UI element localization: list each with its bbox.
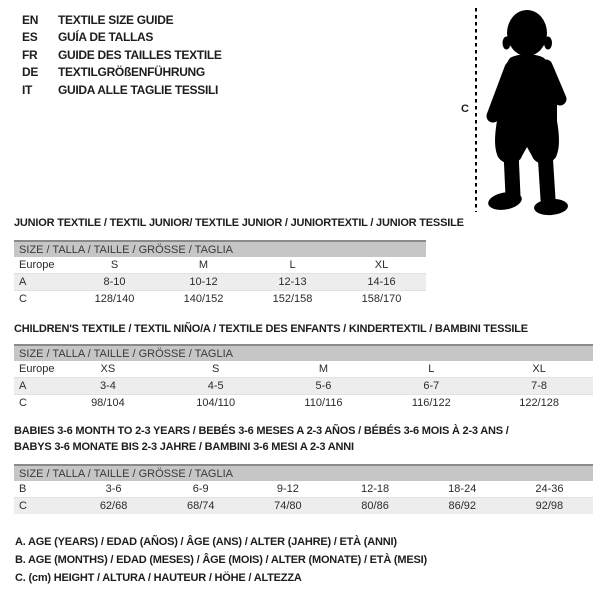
age-cell: 6-7 — [423, 380, 440, 392]
height-cell: 74/80 — [274, 500, 302, 512]
table-row — [14, 257, 426, 273]
height-cell: 128/140 — [94, 293, 135, 305]
children-size-table — [14, 344, 593, 411]
language-row-de — [22, 64, 222, 82]
note-height-cm: C. (cm) HEIGHT / ALTURA / HAUTEUR / HÖHE / ALTEZZA — [15, 572, 302, 584]
table-row — [14, 290, 426, 307]
age-cell: 8-10 — [103, 276, 126, 288]
note-age-months: B. AGE (MONTHS) / EDAD (MESES) / ÂGE (MOIS) / ALTER (MONATE) / ETÀ (MESI) — [15, 554, 427, 566]
row-label: Europe — [19, 259, 55, 271]
language-code: FR — [22, 47, 38, 62]
language-row-en — [22, 11, 222, 29]
babies-table-title-line1: BABIES 3-6 MONTH TO 2-3 YEARS / BEBÉS 3-6 MESES A 2-3 AÑOS / BÉBÉS 3-6 MOIS À 2-3 ANS / — [14, 425, 509, 437]
table-row — [14, 497, 593, 514]
age-cell: 12-18 — [361, 483, 390, 495]
height-cell: 110/116 — [304, 397, 343, 409]
size-header-bar: SIZE / TALLA / TAILLE / GRÖSSE / TAGLIA — [14, 240, 426, 257]
children-table-title: CHILDREN'S TEXTILE / TEXTIL NIÑO/A / TEXTILE DES ENFANTS / KINDERTEXTIL / BAMBINI TESSILE — [14, 323, 528, 335]
height-cell: 116/122 — [411, 397, 451, 409]
size-cell: M — [198, 259, 209, 271]
junior-table-title: JUNIOR TEXTILE / TEXTIL JUNIOR/ TEXTILE JUNIOR / JUNIORTEXTIL / JUNIOR TESSILE — [14, 217, 464, 229]
babies-size-table — [14, 464, 593, 514]
size-cell: XS — [100, 363, 116, 375]
language-code: DE — [22, 65, 39, 80]
row-label: C — [19, 500, 27, 512]
age-cell: 5-6 — [315, 380, 332, 392]
age-cell: 10-12 — [189, 276, 218, 288]
size-cell: XL — [532, 363, 546, 375]
height-cell: 68/74 — [186, 500, 215, 512]
age-cell: 9-12 — [276, 483, 299, 495]
height-measure-label: C — [461, 103, 469, 115]
size-cell: M — [318, 363, 329, 375]
age-cell: 3-6 — [105, 483, 122, 495]
babies-table-title-line2: BABYS 3-6 MONATE BIS 2-3 JAHRE / BAMBINI 3-6 MESI A 2-3 ANNI — [14, 441, 354, 453]
size-cell: S — [212, 363, 220, 375]
language-code: ES — [22, 30, 38, 45]
age-cell: 3-4 — [99, 380, 116, 392]
language-row-es — [22, 29, 222, 47]
age-cell: 14-16 — [367, 276, 396, 288]
size-cell: L — [289, 259, 296, 271]
row-label: C — [19, 397, 27, 409]
row-label: C — [19, 293, 27, 305]
age-cell: 7-8 — [531, 380, 548, 392]
table-row — [14, 481, 593, 497]
height-cell: 104/110 — [196, 397, 236, 409]
language-title: GUIDE DES TAILLES TEXTILE — [58, 47, 222, 62]
row-label: A — [19, 276, 27, 288]
babies-table-title — [14, 423, 509, 455]
table-row — [14, 361, 593, 377]
language-code: EN — [22, 12, 39, 27]
language-title: GUÍA DE TALLAS — [58, 30, 154, 45]
age-cell: 4-5 — [207, 380, 224, 392]
table-row — [14, 273, 426, 290]
language-title: GUIDA ALLE TAGLIE TESSILI — [58, 82, 219, 97]
size-cell: S — [110, 259, 119, 271]
toddler-silhouette-icon — [470, 0, 596, 220]
size-cell: L — [428, 363, 435, 375]
language-title: TEXTILGRÖßENFÜHRUNG — [58, 65, 205, 80]
age-cell: 18-24 — [448, 483, 477, 495]
size-header-bar: SIZE / TALLA / TAILLE / GRÖSSE / TAGLIA — [14, 464, 593, 481]
table-row — [14, 394, 593, 411]
height-cell: 62/68 — [99, 500, 128, 512]
height-cell: 140/152 — [183, 293, 224, 305]
size-cell: XL — [374, 259, 389, 271]
note-age-years: A. AGE (YEARS) / EDAD (AÑOS) / ÂGE (ANS) / ALTER (JAHRE) / ETÀ (ANNI) — [15, 536, 397, 548]
junior-size-table — [14, 240, 426, 307]
language-title: TEXTILE SIZE GUIDE — [58, 12, 174, 27]
height-cell: 152/158 — [272, 293, 313, 305]
age-cell: 24-36 — [535, 483, 564, 495]
age-cell: 6-9 — [192, 483, 209, 495]
height-cell: 80/86 — [361, 500, 389, 512]
row-label: A — [19, 380, 27, 392]
row-label: B — [19, 483, 27, 495]
height-cell: 98/104 — [91, 397, 125, 409]
row-label: Europe — [19, 363, 55, 375]
language-row-it — [22, 81, 222, 99]
height-cell: 86/92 — [448, 500, 476, 512]
legend-notes — [15, 533, 427, 587]
age-cell: 12-13 — [278, 276, 307, 288]
language-code: IT — [22, 82, 33, 97]
height-cell: 122/128 — [519, 397, 559, 409]
size-header-bar: SIZE / TALLA / TAILLE / GRÖSSE / TAGLIA — [14, 344, 593, 361]
height-cell: 158/170 — [361, 293, 402, 305]
language-title-block — [22, 11, 222, 99]
table-row — [14, 377, 593, 394]
language-row-fr — [22, 46, 222, 64]
height-cell: 92/98 — [535, 500, 564, 512]
